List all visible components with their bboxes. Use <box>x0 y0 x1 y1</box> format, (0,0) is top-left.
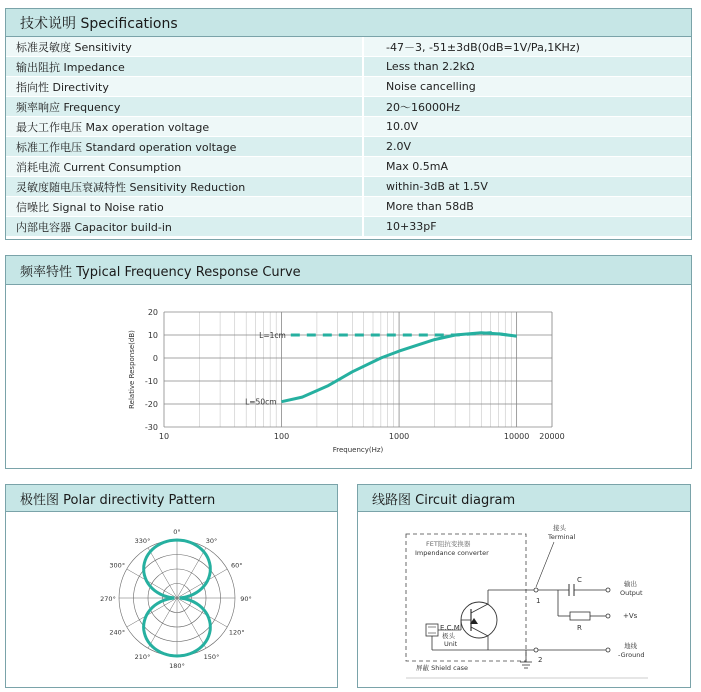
output-label-en: Output <box>620 589 643 597</box>
spec-value: Noise cancelling <box>364 77 691 97</box>
spec-label: 内部电容器 Capacitor build-in <box>6 217 364 237</box>
spec-label: 灵敏度随电压衰减特性 Sensitivity Reduction <box>6 177 364 197</box>
spec-row <box>6 57 691 77</box>
spec-value: Max 0.5mA <box>364 157 691 177</box>
pin-2 <box>534 648 538 652</box>
specifications-title: 技术说明 Specifications <box>6 9 691 37</box>
capacitor-label: C <box>577 576 582 584</box>
ground-label-cn: 地线 <box>624 642 637 650</box>
series-label: L=50cm <box>245 397 277 407</box>
polar-panel <box>5 484 338 688</box>
spec-label: 信噪比 Signal to Noise ratio <box>6 197 364 217</box>
spec-row <box>6 217 691 237</box>
spec-row <box>6 157 691 177</box>
polar-angle-label: 180° <box>169 662 185 670</box>
polar-spoke <box>177 569 227 598</box>
spec-label: 输出阻抗 Impedance <box>6 57 364 77</box>
polar-spoke <box>127 569 177 598</box>
frequency-title: 频率特性 Typical Frequency Response Curve <box>6 256 691 285</box>
spec-value: 10.0V <box>364 117 691 137</box>
circuit-title: 线路图 Circuit diagram <box>358 485 690 512</box>
spec-label: 标准工作电压 Standard operation voltage <box>6 137 364 157</box>
pin-1 <box>534 588 538 592</box>
polar-angle-label: 30° <box>205 536 218 545</box>
vs-label: +Vs <box>623 612 638 620</box>
polar-angle-label: 270° <box>100 595 116 603</box>
x-tick-label: 1000 <box>388 432 410 441</box>
spec-label: 频率响应 Frequency <box>6 97 364 117</box>
y-tick-label: -30 <box>144 423 158 432</box>
ecm-label-en: Unit <box>444 640 458 648</box>
polar-angle-label: 0° <box>173 528 181 536</box>
ground-label-en: -Ground <box>618 651 645 659</box>
x-axis-label: Frequency(Hz) <box>332 446 384 454</box>
y-tick-label: 0 <box>152 354 158 363</box>
frequency-chart <box>6 285 691 468</box>
ground-terminal <box>606 648 610 652</box>
terminal-label-en: Terminal <box>548 533 576 541</box>
polar-angle-label: 240° <box>109 628 126 637</box>
polar-angle-label: 60° <box>230 561 243 570</box>
y-tick-label: 20 <box>147 308 158 317</box>
polar-angle-label: 210° <box>134 653 151 662</box>
spec-value: -47－3, -51±3dB(0dB=1V/Pa,1KHz) <box>364 37 691 57</box>
ecm-label-cn: 极头 <box>442 632 455 640</box>
polar-angle-label: 300° <box>109 561 126 570</box>
y-tick-label: -10 <box>144 377 158 386</box>
spec-row <box>6 177 691 197</box>
spec-value: Less than 2.2kΩ <box>364 57 691 77</box>
resistor-label: R <box>577 624 582 632</box>
specifications-panel <box>5 8 692 240</box>
circuit-diagram <box>358 512 690 687</box>
output-terminal <box>606 588 610 592</box>
polar-angle-label: 120° <box>228 628 245 637</box>
spec-label: 消耗电流 Current Consumption <box>6 157 364 177</box>
spec-row <box>6 37 691 57</box>
resistor <box>570 612 590 620</box>
circuit-panel <box>357 484 691 688</box>
spec-row <box>6 197 691 217</box>
pin-1-label: 1 <box>536 597 541 605</box>
x-tick-label: 100 <box>273 432 290 441</box>
pin-2-label: 2 <box>538 656 543 664</box>
spec-row <box>6 137 691 157</box>
spec-value: 20～16000Hz <box>364 97 691 117</box>
ecm-unit <box>426 624 438 636</box>
spec-row <box>6 117 691 137</box>
polar-spoke <box>127 598 177 627</box>
polar-angle-label: 150° <box>203 653 220 662</box>
output-label-cn: 输出 <box>624 580 637 588</box>
spec-value: More than 58dB <box>364 197 691 217</box>
vs-terminal <box>606 614 610 618</box>
spec-row <box>6 97 691 117</box>
ecm-label: E.C.M <box>440 624 460 632</box>
spec-label: 指向性 Directivity <box>6 77 364 97</box>
spec-value: 10+33pF <box>364 217 691 237</box>
spec-row <box>6 77 691 97</box>
polar-angle-label: 90° <box>240 595 252 603</box>
y-tick-label: 10 <box>147 331 158 340</box>
specifications-table <box>6 37 691 237</box>
polar-title: 极性图 Polar directivity Pattern <box>6 485 337 512</box>
spec-label: 标准灵敏度 Sensitivity <box>6 37 364 57</box>
frequency-panel <box>5 255 692 469</box>
terminal-label-cn: 接头 <box>553 524 566 532</box>
x-tick-label: 10000 <box>503 432 530 441</box>
polar-chart <box>6 512 337 687</box>
shield-label: 屏蔽 Shield case <box>416 664 469 672</box>
fet-label-cn: FET阻抗变换器 <box>426 540 471 548</box>
y-axis-label: Relative Response(dB) <box>128 330 136 409</box>
x-tick-label: 10 <box>158 432 170 441</box>
series-label: L=1cm <box>259 331 286 340</box>
polar-spoke <box>177 598 227 627</box>
y-tick-label: -20 <box>144 400 158 409</box>
spec-label: 最大工作电压 Max operation voltage <box>6 117 364 137</box>
fet-label-en: Impendance converter <box>415 549 489 557</box>
polar-angle-label: 330° <box>134 536 151 545</box>
x-tick-label: 20000 <box>539 432 565 441</box>
spec-value: within-3dB at 1.5V <box>364 177 691 197</box>
spec-value: 2.0V <box>364 137 691 157</box>
